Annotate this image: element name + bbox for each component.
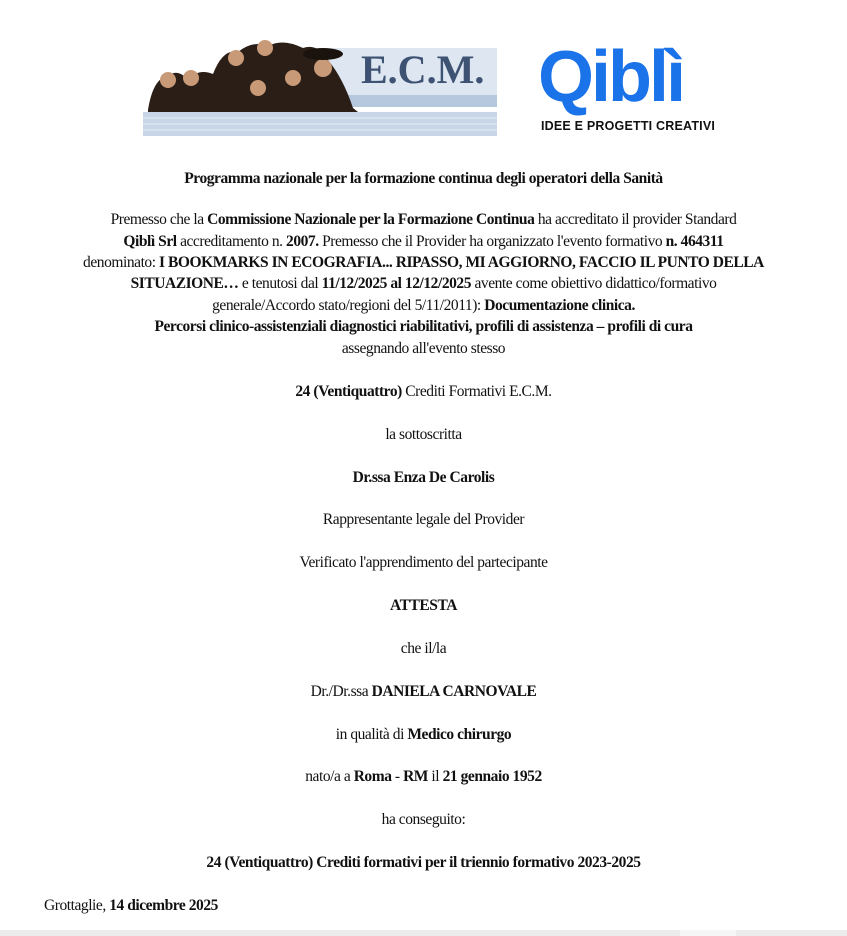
intro-line-3-segment: I BOOKMARKS IN ECOGRAFIA... RIPASSO, MI AGGIORNO, FACCIO IL PUNTO DELLA [159,254,764,271]
intro-line-3-segment: denominato: [83,254,160,271]
qibli-logo [538,37,723,135]
attesta-heading-segment: ATTESTA [390,597,457,614]
verification-text-segment: Verificato l'apprendimento del partecipante [299,554,548,571]
intro-line-1 [0,210,847,230]
participant-birth-segment: RM [403,768,428,785]
programme-title [0,169,847,189]
intro-line-4-segment: 11/12/2025 al 12/12/2025 [321,275,472,292]
intro-line-2-segment: 2007. [286,233,319,250]
participant-intro [0,639,847,659]
intro-line-2-segment: Qiblì Srl [123,233,177,250]
signatory-role-segment: Rappresentante legale del Provider [322,511,525,528]
place-date-segment: Grottaglie, [44,897,110,914]
signatory-name [0,468,847,488]
participant-birth-segment: nato/a a [305,768,354,785]
place-date [44,896,218,916]
participant-profession-segment: Medico chirurgo [407,726,512,743]
participant-birth-segment: - [391,768,404,785]
intro-line-4-segment: e tenutosi dal [238,275,322,292]
participant-profession [0,725,847,745]
intro-line-7 [0,339,847,359]
intro-line-4-segment: SITUAZIONE… [130,275,239,292]
signatory-name-segment: Dr.ssa Enza De Carolis [352,469,495,486]
ecm-logo-text: E.C.M. [361,47,485,92]
intro-line-1-segment: Premesso che la [110,211,208,228]
scrollbar-thumb[interactable] [680,930,736,936]
intro-line-2-segment: Premesso che il Provider ha organizzato l'evento formativo [318,233,666,250]
intro-line-4-segment: avente come obiettivo didattico/formativo [471,275,717,292]
intro-line-6-segment: Percorsi clinico-assistenziali diagnostici riabilitativi, profili di assistenza – profili di cura [154,318,693,335]
credits-assigned-segment: 24 (Ventiquattro) [295,383,402,400]
participant-name [0,682,847,702]
signatory-intro-segment: la sottoscritta [385,426,462,443]
intro-line-2-segment: n. 464311 [665,233,724,250]
credits-obtained-segment: 24 (Ventiquattro) Crediti formativi per il triennio formativo 2023-2025 [206,854,641,871]
intro-line-5-segment: generale/Accordo stato/regioni del 5/11/2011): [212,297,485,314]
participant-name-segment: DANIELA CARNOVALE [371,683,537,700]
participant-birth-segment: 21 gennaio 1952 [442,768,542,785]
participant-profession-segment: in qualità di [335,726,408,743]
intro-line-5-segment: Documentazione clinica. [484,297,635,314]
programme-title-segment: Programma nazionale per la formazione continua degli operatori della Sanità [184,170,663,187]
intro-line-5 [0,296,847,316]
place-date-segment: 14 dicembre 2025 [109,897,218,914]
intro-line-6 [0,317,847,337]
participant-birth [0,767,847,787]
intro-line-1-segment: Commissione Nazionale per la Formazione Continua [207,211,535,228]
intro-line-4 [0,274,847,294]
credits-assigned-segment: Crediti Formativi E.C.M. [401,383,552,400]
credits-assigned [0,382,847,402]
obtained-label [0,810,847,830]
intro-line-2 [0,232,847,252]
signatory-role [0,510,847,530]
intro-line-1-segment: ha accreditato il provider Standard [534,211,737,228]
obtained-label-segment: ha conseguito: [381,811,466,828]
signatory-intro [0,425,847,445]
participant-intro-segment: che il/la [400,640,447,657]
participant-birth-segment: il [428,768,443,785]
qibli-logo-text: Qiblì [538,37,683,117]
qibli-tagline: IDEE E PROGETTI CREATIVI [541,119,716,133]
credits-obtained [0,853,847,873]
verification-text [0,553,847,573]
intro-line-7-segment: assegnando all'evento stesso [341,340,506,357]
intro-line-3 [0,253,847,273]
ecm-logo [143,38,497,138]
participant-name-segment: Dr./Dr.ssa [310,683,372,700]
intro-line-2-segment: accreditamento n. [176,233,287,250]
attesta-heading [0,596,847,616]
participant-birth-segment: Roma [353,768,392,785]
